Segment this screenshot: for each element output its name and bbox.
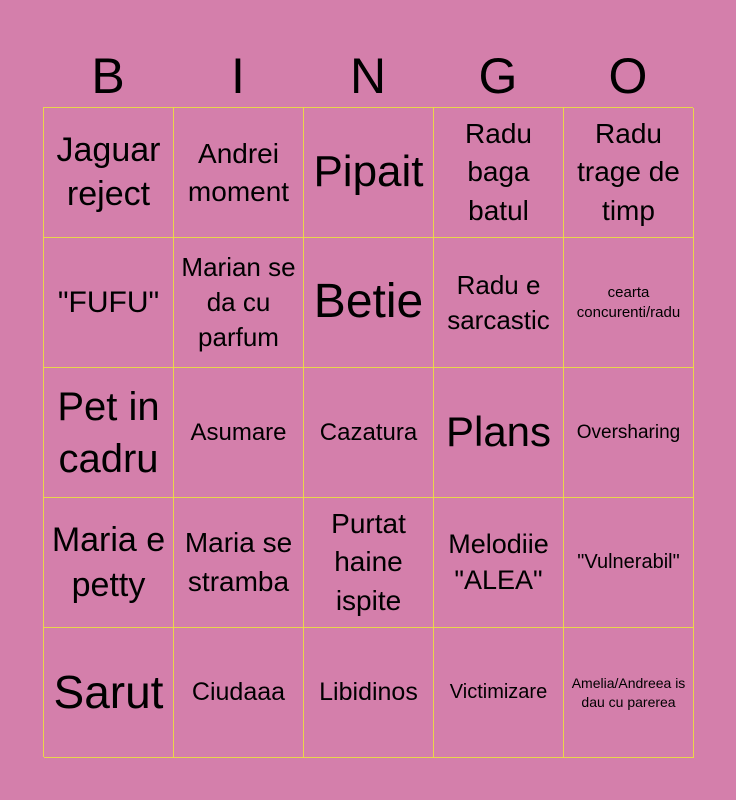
cell-label: Melodiie "ALEA" bbox=[448, 529, 549, 595]
bingo-cell[interactable] bbox=[174, 238, 304, 368]
bingo-cell[interactable] bbox=[304, 368, 434, 498]
cell-label: Maria e petty bbox=[51, 521, 166, 604]
bingo-cell[interactable] bbox=[44, 368, 174, 498]
cell-label: Radu e sarcastic bbox=[447, 270, 550, 335]
bingo-cell[interactable] bbox=[304, 108, 434, 238]
header-letter-i: I bbox=[231, 48, 245, 104]
bingo-cell[interactable] bbox=[174, 368, 304, 498]
bingo-cell[interactable] bbox=[174, 108, 304, 238]
header-letter-g: G bbox=[478, 48, 518, 104]
bingo-board bbox=[43, 107, 693, 757]
bingo-cell[interactable] bbox=[304, 498, 434, 628]
cell-label: Victimizare bbox=[449, 681, 548, 703]
bingo-cell[interactable] bbox=[564, 498, 694, 628]
cell-label: Asumare bbox=[190, 418, 287, 446]
header-letter-n: N bbox=[349, 48, 387, 104]
bingo-cell[interactable] bbox=[564, 368, 694, 498]
cell-label: Purtat haine ispite bbox=[331, 507, 406, 616]
bingo-cell[interactable] bbox=[434, 368, 564, 498]
bingo-cell[interactable] bbox=[564, 108, 694, 238]
bingo-cell[interactable] bbox=[44, 108, 174, 238]
bingo-cell[interactable] bbox=[44, 238, 174, 368]
bingo-cell[interactable] bbox=[564, 238, 694, 368]
header-letter-o: O bbox=[608, 48, 648, 104]
cell-label: Amelia/Andreea is dau cu parerea bbox=[571, 674, 686, 710]
cell-label: Cazatura bbox=[319, 418, 418, 446]
cell-label: Plans bbox=[445, 408, 552, 456]
cell-label: Radu baga batul bbox=[465, 117, 532, 226]
bingo-cell[interactable] bbox=[174, 498, 304, 628]
bingo-cell[interactable] bbox=[44, 498, 174, 628]
cell-label: Maria se stramba bbox=[184, 526, 293, 597]
bingo-cell[interactable] bbox=[304, 238, 434, 368]
cell-label: Andrei moment bbox=[187, 137, 290, 207]
cell-label: Sarut bbox=[53, 666, 164, 719]
bingo-cell[interactable] bbox=[304, 628, 434, 758]
cell-label: Marian se da cu parfum bbox=[181, 251, 296, 353]
cell-label: Radu trage de timp bbox=[577, 117, 680, 226]
cell-label: Oversharing bbox=[576, 421, 681, 443]
bingo-cell[interactable] bbox=[174, 628, 304, 758]
bingo-cell[interactable] bbox=[434, 108, 564, 238]
cell-label: Libidinos bbox=[319, 678, 418, 706]
cell-label: "FUFU" bbox=[57, 285, 160, 319]
cell-label: Pipait bbox=[313, 147, 424, 197]
header-letter-b: B bbox=[91, 48, 125, 104]
cell-label: Betie bbox=[313, 275, 424, 329]
cell-label: "Vulnerabil" bbox=[577, 551, 680, 573]
bingo-cell[interactable] bbox=[44, 628, 174, 758]
bingo-header bbox=[43, 44, 693, 108]
bingo-cell[interactable] bbox=[434, 498, 564, 628]
bingo-cell[interactable] bbox=[564, 628, 694, 758]
bingo-cell[interactable] bbox=[434, 628, 564, 758]
cell-label: Jaguar reject bbox=[56, 130, 161, 213]
cell-label: Pet in cadru bbox=[57, 384, 160, 481]
cell-label: cearta concurenti/radu bbox=[576, 284, 681, 321]
cell-label: Ciudaaa bbox=[191, 678, 286, 706]
bingo-cell[interactable] bbox=[434, 238, 564, 368]
